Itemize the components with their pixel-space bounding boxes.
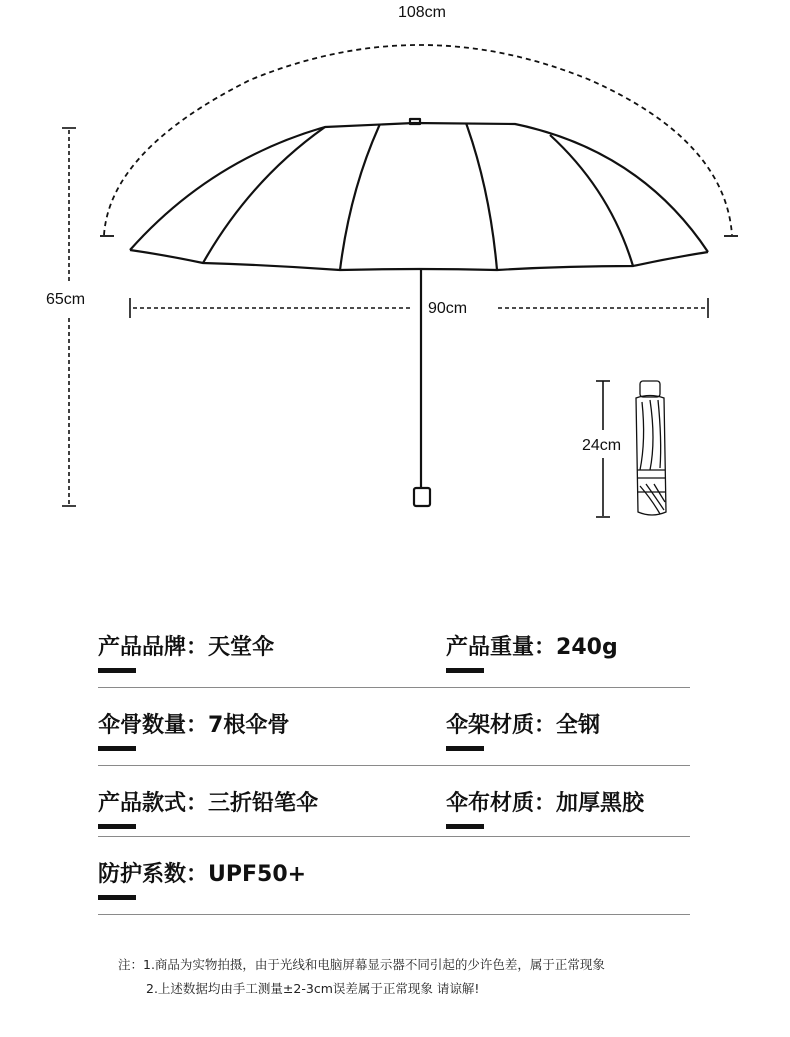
- spec-row: [98, 688, 690, 766]
- spec-underline: [446, 746, 484, 751]
- spec-item-frame-material: [446, 708, 600, 739]
- spec-label: 产品款式：: [98, 791, 209, 816]
- spec-value: 全钢: [556, 713, 601, 738]
- spec-label: 伞骨数量：: [98, 713, 209, 738]
- diameter-label: 90cm: [428, 300, 468, 317]
- spec-item-protection: [98, 857, 306, 888]
- spec-underline: [446, 824, 484, 829]
- spec-underline: [98, 895, 136, 900]
- height-dimension: [62, 128, 76, 506]
- folded-length-label: 24cm: [582, 437, 622, 454]
- spec-item-ribs: [98, 708, 289, 739]
- spec-label: 产品重量：: [446, 635, 557, 660]
- spec-underline: [98, 824, 136, 829]
- spec-item-brand: [98, 630, 274, 661]
- spec-value: 7根伞骨: [208, 713, 290, 738]
- spec-underline: [446, 668, 484, 673]
- note-line-1: 注：1.商品为实物拍摄，由于光线和电脑屏幕显示器不同引起的少许色差，属于正常现象: [118, 957, 605, 972]
- spec-row: [98, 837, 690, 915]
- spec-item-style: [98, 786, 318, 817]
- spec-label: 产品品牌：: [98, 635, 209, 660]
- spec-row: [98, 610, 690, 688]
- spec-underline: [98, 668, 136, 673]
- arc-dimension: [100, 45, 738, 236]
- diameter-dimension: [130, 298, 708, 318]
- spec-value: 三折铅笔伞: [208, 791, 319, 816]
- spec-row: [98, 766, 690, 837]
- spec-label: 伞架材质：: [446, 713, 557, 738]
- spec-value: 加厚黑胶: [556, 791, 645, 816]
- spec-value: 天堂伞: [208, 635, 275, 660]
- spec-table: [98, 610, 690, 915]
- spec-label: 伞布材质：: [446, 791, 557, 816]
- spec-label: 防护系数：: [98, 862, 209, 887]
- disclaimer-notes: [118, 953, 605, 1001]
- spec-item-weight: [446, 630, 618, 661]
- spec-value: UPF50+: [208, 862, 307, 887]
- umbrella-canopy: [130, 119, 708, 506]
- note-line-2: 2.上述数据均由手工测量±2-3cm误差属于正常现象 请谅解!: [146, 981, 480, 996]
- spec-item-fabric-material: [446, 786, 644, 817]
- spec-value: 240g: [556, 635, 618, 660]
- spec-underline: [98, 746, 136, 751]
- arc-span-label: 108cm: [397, 4, 447, 21]
- height-label: 65cm: [46, 291, 86, 308]
- folded-umbrella-icon: [636, 381, 666, 515]
